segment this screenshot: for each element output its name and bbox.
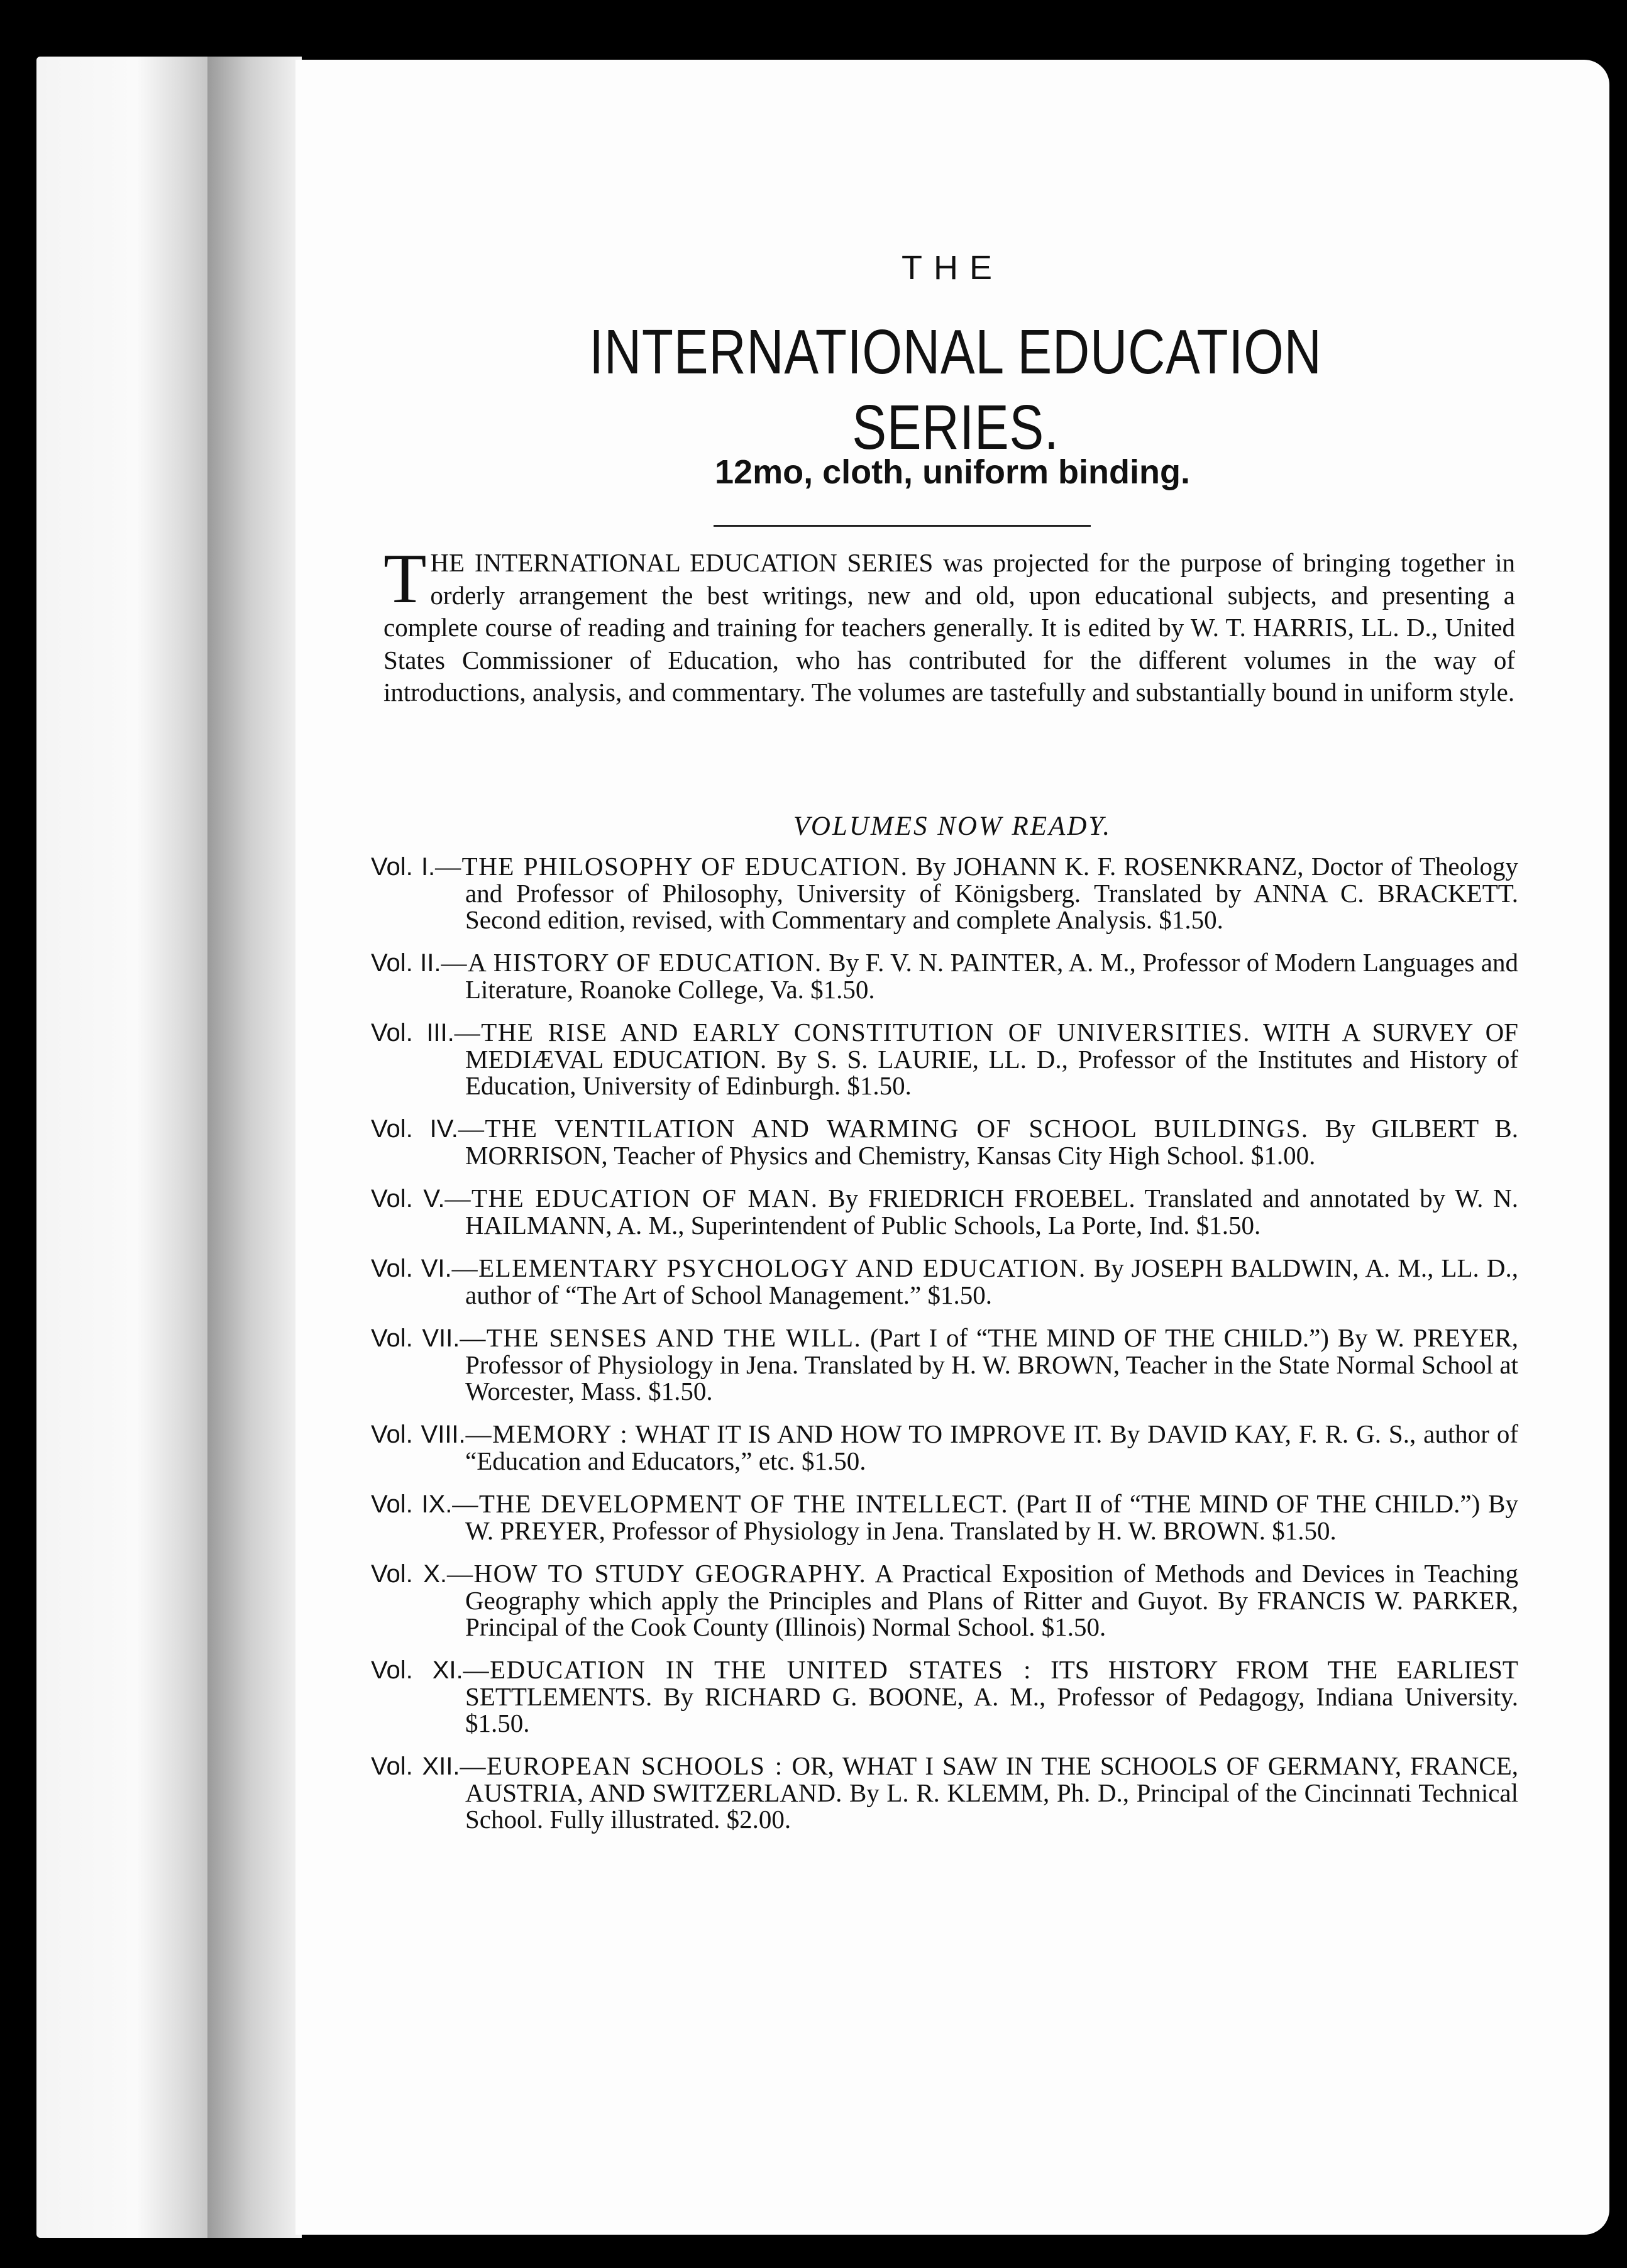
- volume-number: Vol. X.: [371, 1560, 448, 1588]
- volume-number: Vol. I.: [371, 853, 436, 881]
- volume-title: —THE DEVELOPMENT OF THE INTELLECT.: [452, 1489, 1009, 1518]
- intro-paragraph: [383, 540, 1515, 709]
- volume-number: Vol. IV.: [371, 1115, 458, 1143]
- volume-description: By JOSEPH BALDWIN, A. M., LL. D., author of “The Art of School Management.” $1.50.: [465, 1253, 1518, 1309]
- volume-number: Vol. VII.: [371, 1324, 460, 1352]
- volume-description: By FRIEDRICH FROEBEL. Translated and annotated by W. N. HAILMANN, A. M., Superintendent of Public Schools, La Porte, Ind. $1.50.: [465, 1184, 1519, 1240]
- volume-title: —THE SENSES AND THE WILL.: [460, 1323, 862, 1352]
- volume-title: —THE PHILOSOPHY OF EDUCATION.: [435, 852, 908, 881]
- volume-entry: [371, 949, 1518, 1003]
- series-binding-note: 12mo, cloth, uniform binding.: [715, 453, 1190, 491]
- volume-title: —THE EDUCATION OF MAN.: [444, 1184, 819, 1213]
- volumes-heading: VOLUMES NOW READY.: [793, 812, 1112, 841]
- volume-number: Vol. VI.: [371, 1255, 452, 1282]
- volume-description: (Part I of “THE MIND OF THE CHILD.”) By W. PREYER, Professor of Physiology in Jena. Translated by H. W. BROWN, Teacher in the State Normal School at Worcester, Mass. $1.50.: [465, 1323, 1518, 1406]
- series-the: THE: [902, 249, 1003, 287]
- volume-description: WHAT IT IS AND HOW TO IMPROVE IT. By DAVID KAY, F. R. G. S., author of “Education and Educators,” etc. $1.50.: [465, 1419, 1518, 1475]
- volume-number: Vol. IX.: [371, 1490, 453, 1518]
- volume-title: —EUROPEAN SCHOOLS :: [460, 1751, 783, 1780]
- volume-number: Vol. VIII.: [371, 1421, 466, 1448]
- volume-title: —A HISTORY OF EDUCATION.: [441, 948, 822, 977]
- volume-description: By F. V. N. PAINTER, A. M., Professor of Modern Languages and Literature, Roanoke College, Va. $1.50.: [465, 948, 1518, 1004]
- volume-title: —THE RISE AND EARLY CONSTITUTION OF UNIVERSITIES.: [454, 1018, 1251, 1047]
- series-title: INTERNATIONAL EDUCATION SERIES.: [589, 317, 1322, 463]
- volume-number: Vol. XI.: [371, 1656, 463, 1684]
- volume-list: [371, 853, 1518, 1849]
- volume-entry: [371, 1421, 1518, 1474]
- intro-text: HE INTERNATIONAL EDUCATION SERIES was projected for the purpose of bringing together in orderly arrangement the best writings, new and old, upon educational subjects, and presenting a complete course of reading and training for teachers generally. It is edited by W. T. HARRIS, LL. D., United States Commissioner of Education, who has contributed for the different volumes in the way of introductions, analysis, and commentary. The volumes are tastefully and substantially bound in uniform style.: [383, 548, 1515, 707]
- gutter-shadow: [207, 57, 302, 2238]
- volume-entry: [371, 1019, 1518, 1099]
- volume-entry: [371, 1753, 1518, 1832]
- volume-description: ITS HISTORY FROM THE EARLIEST SETTLEMENTS. By RICHARD G. BOONE, A. M., Professor of Pedagogy, Indiana University. $1.50.: [465, 1655, 1518, 1737]
- volume-entry: [371, 1255, 1518, 1308]
- drop-cap: T: [383, 540, 427, 618]
- volume-entry: [371, 853, 1518, 933]
- volume-entry: [371, 1115, 1518, 1169]
- title-rule: [714, 525, 1091, 527]
- volume-description: A Practical Exposition of Methods and Devices in Teaching Geography which apply the Principles and Plans of Ritter and Guyot. By FRANCIS W. PARKER, Principal of the Cook County (Illinois) Normal School. $1.50.: [465, 1559, 1518, 1641]
- book-page: [295, 60, 1609, 2235]
- volume-description: OR, WHAT I SAW IN THE SCHOOLS OF GERMANY, FRANCE, AUSTRIA, AND SWITZERLAND. By L. R. KLEMM, Ph. D., Principal of the Cincinnati Technical School. Fully illustrated. $2.00.: [465, 1751, 1519, 1834]
- volume-entry: [371, 1324, 1518, 1404]
- volume-description: (Part II of “THE MIND OF THE CHILD.”) By W. PREYER, Professor of Physiology in Jena. Translated by H. W. BROWN. $1.50.: [465, 1489, 1518, 1545]
- volume-title: —THE VENTILATION AND WARMING OF SCHOOL BUILDINGS.: [458, 1114, 1309, 1143]
- volume-number: Vol. V.: [371, 1185, 445, 1213]
- volume-entry: [371, 1656, 1518, 1736]
- volume-entry: [371, 1185, 1518, 1238]
- volume-description: By JOHANN K. F. ROSENKRANZ, Doctor of Theology and Professor of Philosophy, University of Königsberg. Translated by ANNA C. BRACKETT. Second edition, revised, with Commentary and complete Analysis. $1.50.: [465, 852, 1518, 934]
- volume-entry: [371, 1490, 1518, 1544]
- volume-number: Vol. II.: [371, 949, 441, 977]
- volume-description: By GILBERT B. MORRISON, Teacher of Physics and Chemistry, Kansas City High School. $1.00.: [465, 1114, 1518, 1170]
- volume-title: —EDUCATION IN THE UNITED STATES :: [463, 1655, 1032, 1684]
- volume-title: —ELEMENTARY PSYCHOLOGY AND EDUCATION.: [451, 1253, 1086, 1282]
- volume-number: Vol. III.: [371, 1019, 455, 1047]
- volume-title: —HOW TO STUDY GEOGRAPHY.: [447, 1559, 867, 1588]
- volume-description: WITH A SURVEY OF MEDIÆVAL EDUCATION. By S. S. LAURIE, LL. D., Professor of the Institutes and History of Education, University of Edinburgh. $1.50.: [465, 1018, 1518, 1100]
- volume-number: Vol. XII.: [371, 1753, 460, 1780]
- cover-board-edge: [36, 57, 219, 2238]
- volume-entry: [371, 1560, 1518, 1640]
- volume-title: —MEMORY :: [465, 1419, 629, 1448]
